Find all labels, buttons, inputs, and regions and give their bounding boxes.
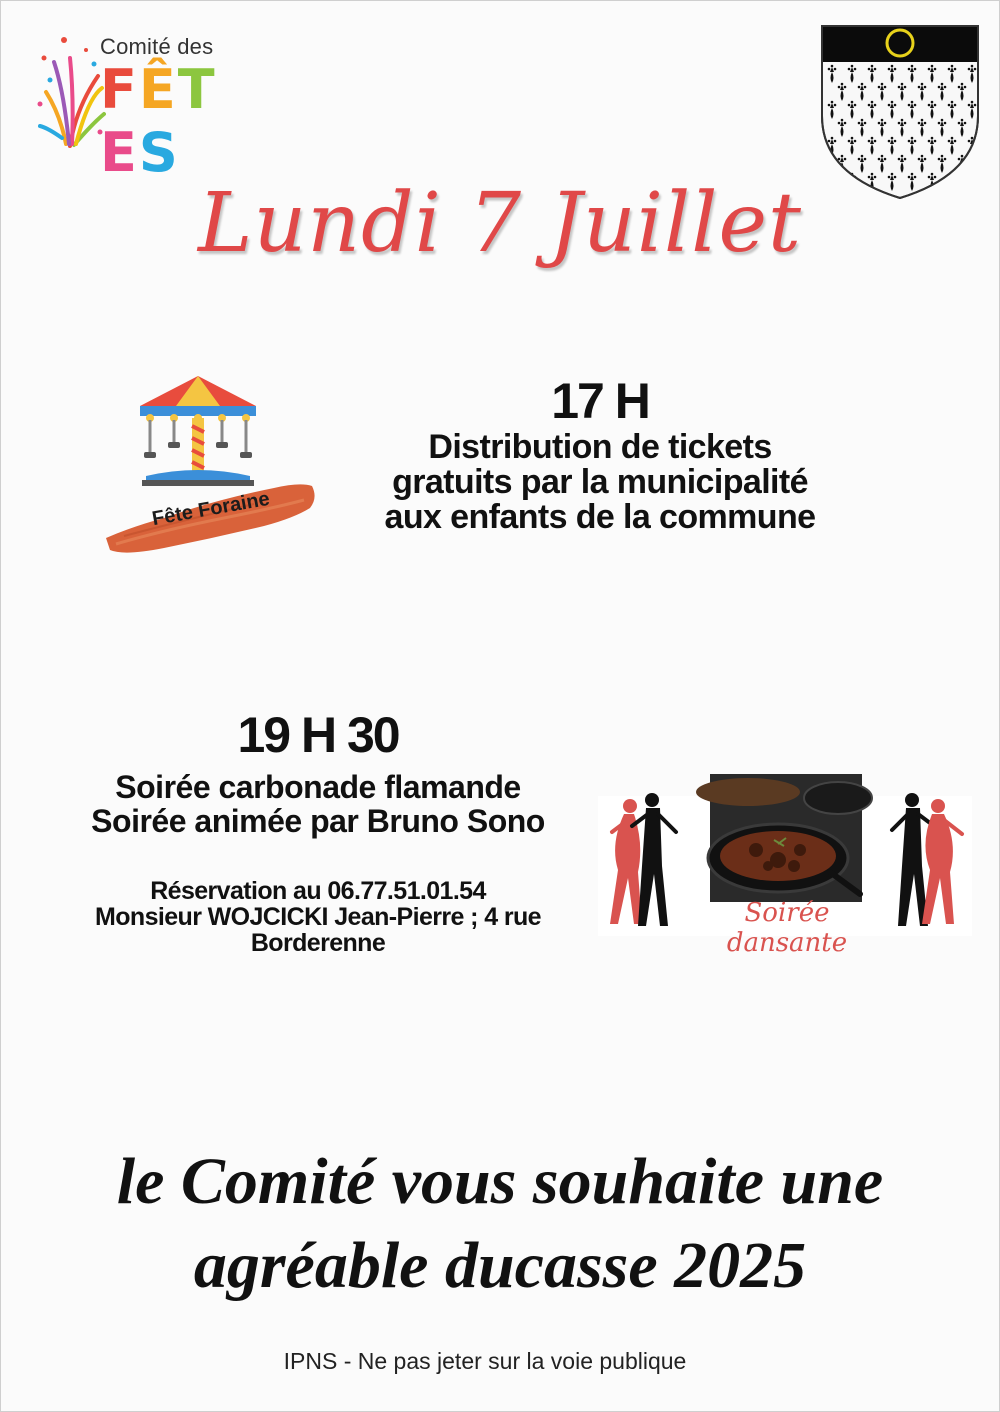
event-soiree (40, 706, 596, 956)
reservation-info (40, 878, 596, 956)
logo-letter: E (100, 121, 139, 184)
date-title: Lundi 7 Juillet (198, 176, 802, 271)
event-description-line: Soirée animée par Bruno Sono (91, 803, 545, 839)
event-time: 17 H (551, 373, 649, 429)
event-description-line: gratuits par la municipalité (392, 463, 808, 501)
closing-message (0, 1140, 1000, 1308)
fireworks-icon (36, 28, 106, 153)
event-description-line: Soirée carbonade flamande (115, 769, 521, 805)
reservation-line: Borderenne (250, 929, 386, 957)
ermine-shield-icon (820, 24, 980, 200)
event-description-line: aux enfants de la commune (384, 498, 816, 536)
event-description-line: Distribution de tickets (428, 428, 772, 466)
logo-letter: T (177, 58, 217, 121)
footer-notice: IPNS - Ne pas jeter sur la voie publique (283, 1348, 687, 1374)
stew-dish-icon (696, 774, 872, 902)
carousel-icon (136, 372, 260, 490)
comite-logo (36, 28, 236, 184)
logo-letter: Ê (138, 58, 178, 121)
closing-line: agréable ducasse 2025 (193, 1229, 807, 1302)
closing-line: le Comité vous souhaite une (116, 1145, 884, 1218)
logo-text-comite: Comité des (100, 34, 214, 59)
reservation-line: Monsieur WOJCICKI Jean-Pierre ; 4 rue (95, 903, 541, 931)
reservation-line: Réservation au 06.77.51.01.54 (150, 877, 486, 905)
logo-letter: F (100, 58, 139, 121)
ermine-spot (978, 155, 980, 173)
soiree-dansante-caption: Soirée dansante (726, 898, 848, 958)
event-time: 19 H 30 (237, 707, 399, 763)
logo-letter: S (138, 121, 180, 184)
event-fete-foraine (340, 372, 860, 535)
fete-foraine-label: Fête Foraine (150, 487, 272, 531)
logo-text-fetes (100, 58, 236, 184)
